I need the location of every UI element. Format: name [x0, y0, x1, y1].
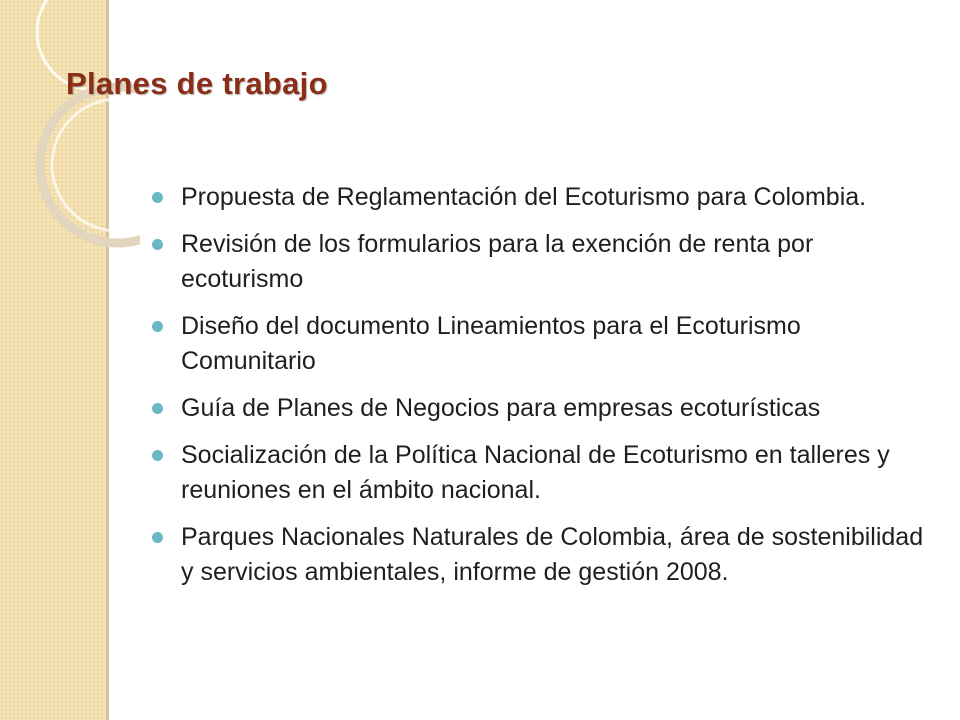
bullet-text: Propuesta de Reglamentación del Ecoturismo para Colombia.: [181, 183, 867, 211]
bullet-dot-icon: [152, 403, 163, 414]
slide-title: Planes de trabajo: [66, 66, 328, 101]
bullet-item: [150, 227, 930, 297]
bullet-dot-icon: [152, 450, 163, 461]
bullet-dot-icon: [152, 321, 163, 332]
bullet-dot-icon: [152, 192, 163, 203]
decorative-circles: [0, 0, 140, 260]
bullet-dot-icon: [152, 239, 163, 250]
bullet-item: [150, 309, 930, 379]
bullet-dot-icon: [152, 532, 163, 543]
bullet-text: Guía de Planes de Negocios para empresas ecoturísticas: [181, 394, 821, 422]
bullet-list: [150, 180, 930, 602]
bullet-text: Socialización de la Política Nacional de Ecoturismo en talleres y reuniones en el ámbito nacional.: [181, 441, 890, 504]
bullet-item: [150, 520, 930, 590]
bullet-item: [150, 180, 930, 215]
bullet-item: [150, 391, 930, 426]
bullet-text: Parques Nacionales Naturales de Colombia, área de sostenibilidad y servicios ambientales, informe de gestión 2008.: [181, 523, 924, 586]
bullet-item: [150, 438, 930, 508]
bullet-text: Diseño del documento Lineamientos para el Ecoturismo Comunitario: [181, 312, 801, 375]
bullet-text: Revisión de los formularios para la exención de renta por ecoturismo: [181, 230, 814, 293]
